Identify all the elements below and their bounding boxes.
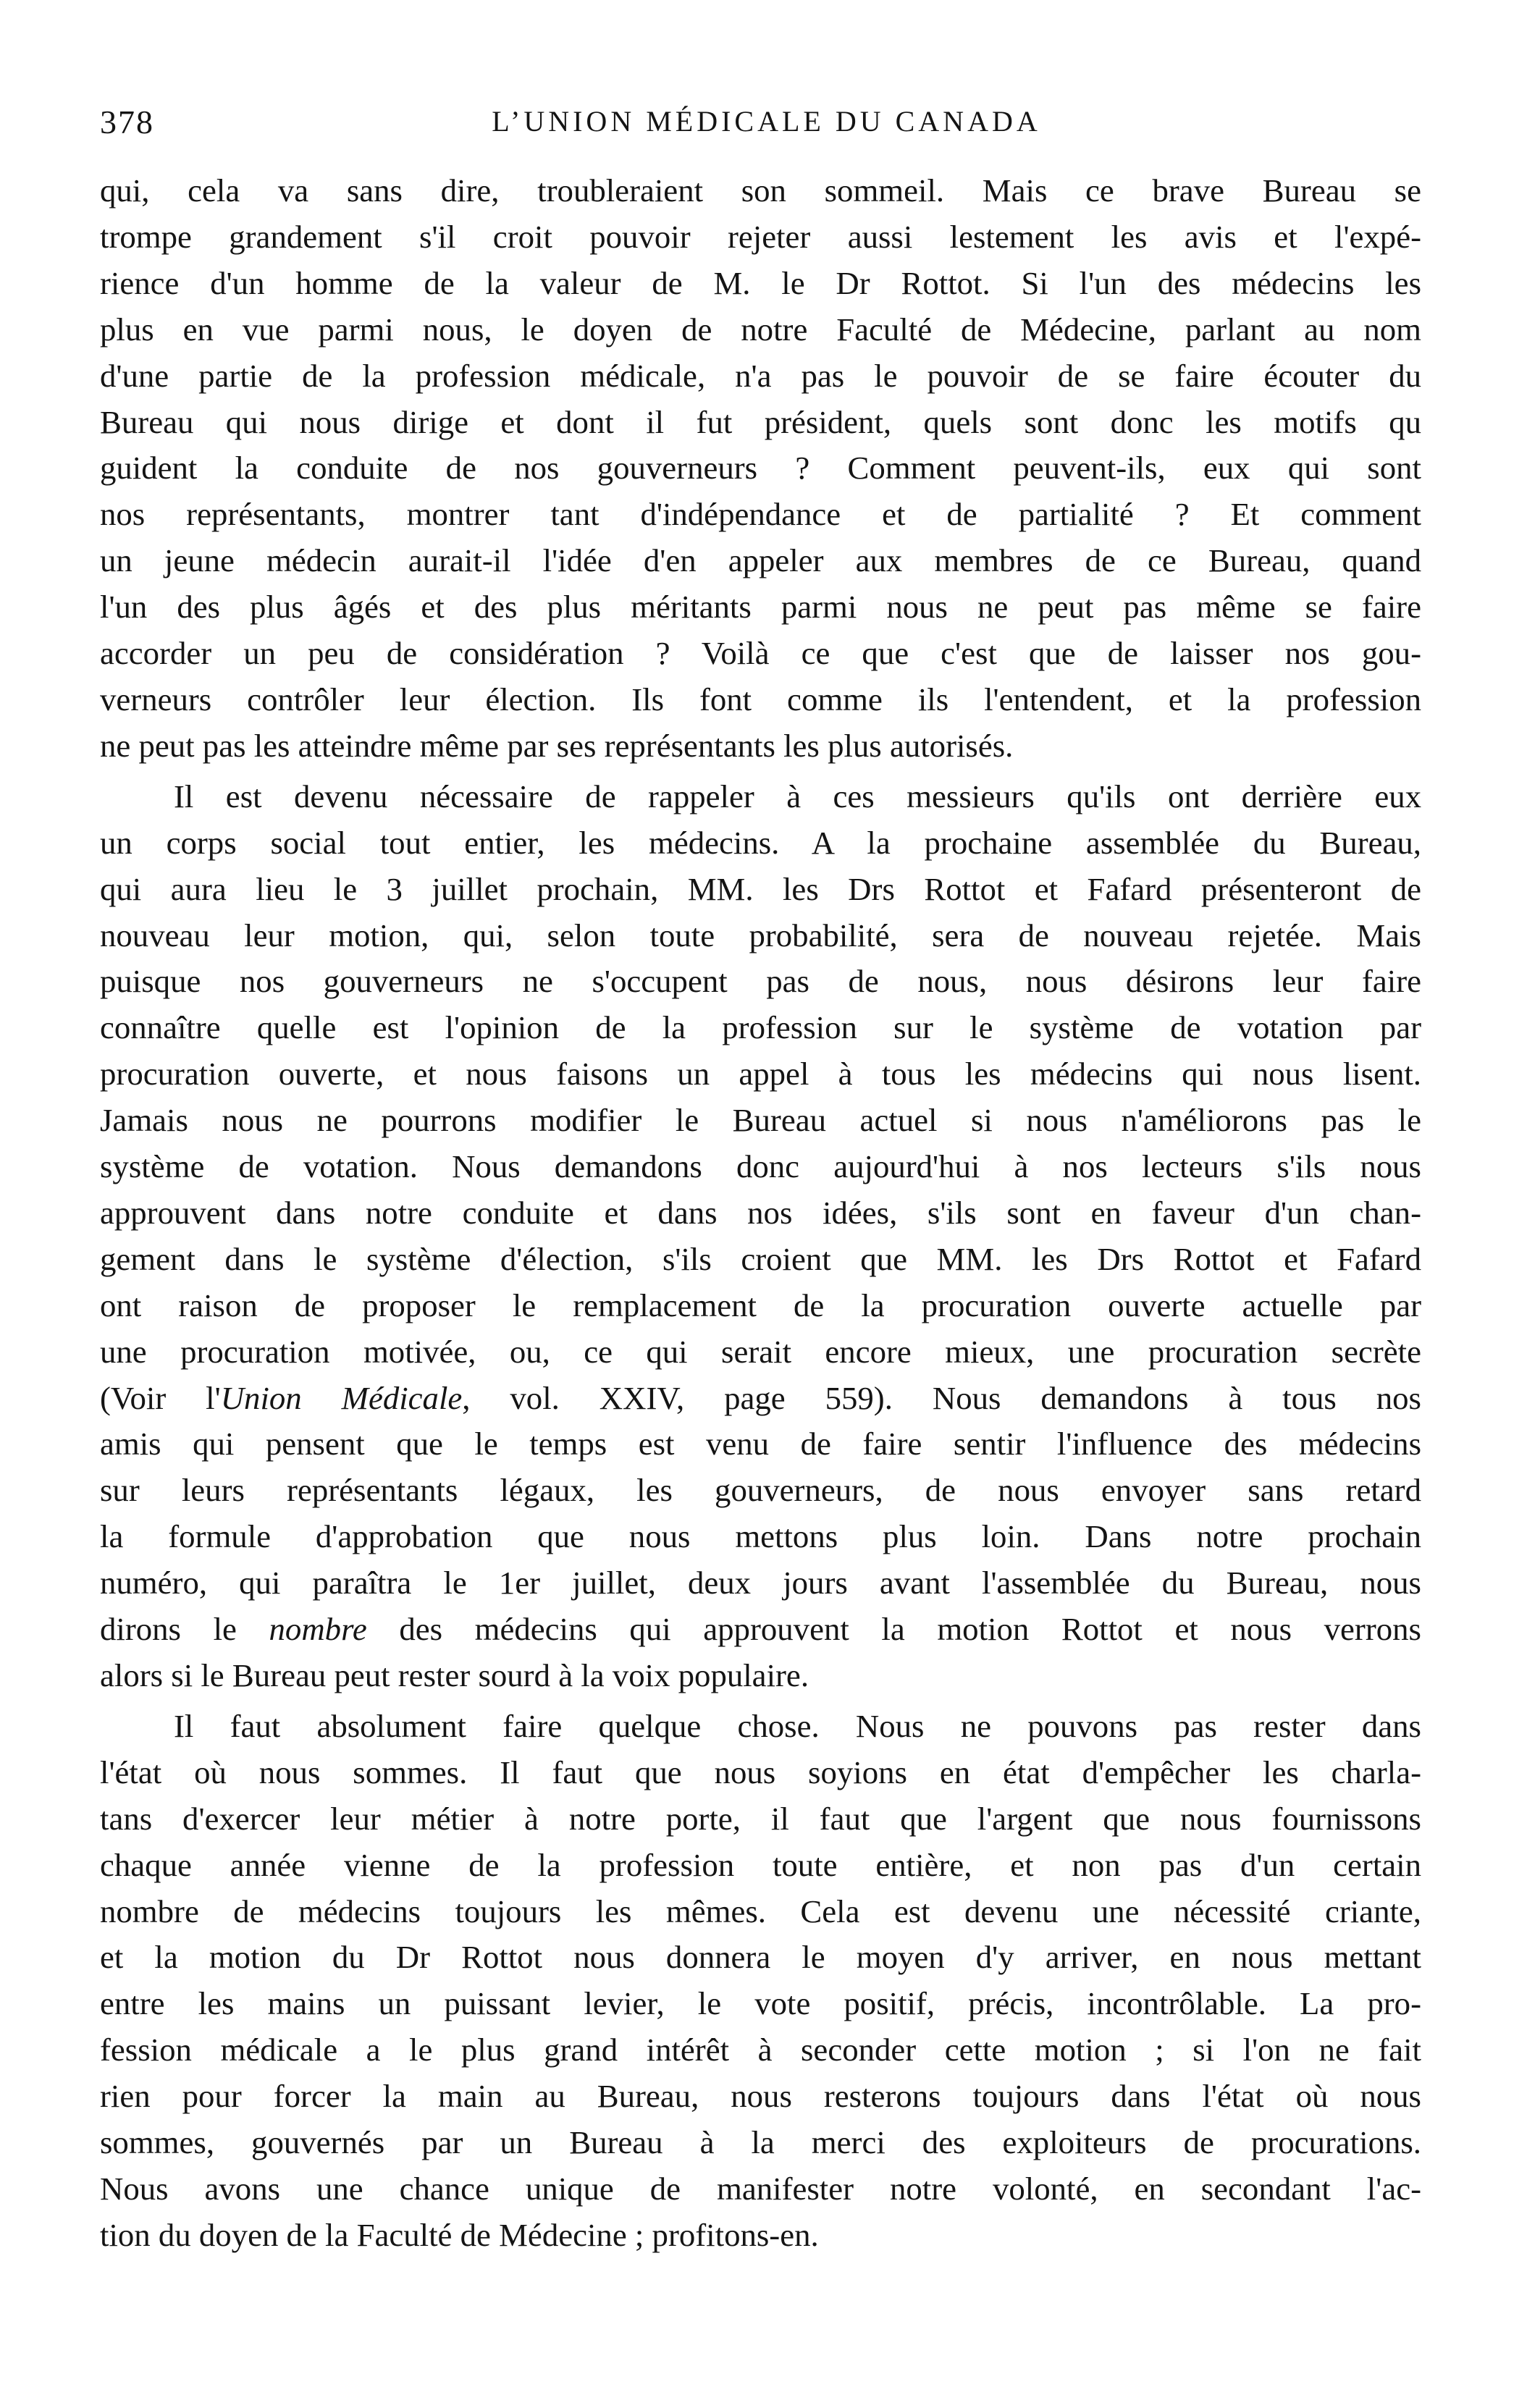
text-fragment: , vol. XXIV, page 559). Nous demandons à tous nos xyxy=(462,1379,1421,1416)
text-line: connaître quelle est l'opinion de la profession sur le système de votation par xyxy=(100,1009,1421,1046)
text-line: guident la conduite de nos gouverneurs ? Comment peuvent-ils, eux qui sont xyxy=(100,450,1421,487)
running-head xyxy=(100,103,1433,146)
text-line: d'une partie de la profession médicale, n'a pas le pouvoir de se faire écouter du xyxy=(100,357,1421,394)
text-line: verneurs contrôler leur élection. Ils font comme ils l'entendent, et la profession xyxy=(100,681,1421,717)
text-line: Jamais nous ne pourrons modifier le Bureau actuel si nous n'améliorons pas le xyxy=(100,1102,1421,1139)
text-line: nouveau leur motion, qui, selon toute probabilité, sera de nouveau rejetée. Mais xyxy=(100,917,1421,953)
text-line: Bureau qui nous dirige et dont il fut président, quels sont donc les motifs qu xyxy=(100,403,1421,440)
page-number: 378 xyxy=(100,104,154,140)
text-line: trompe grandement s'il croit pouvoir rejeter aussi lestement les avis et l'expé- xyxy=(100,218,1421,255)
text-line: fession médicale a le plus grand intérêt à seconder cette motion ; si l'on ne fait xyxy=(100,2032,1421,2068)
text-fragment: des médecins qui approuvent la motion Rottot et nous verrons xyxy=(366,1611,1421,1648)
text-line: rience d'un homme de la valeur de M. le Dr Rottot. Si l'un des médecins les xyxy=(100,264,1421,301)
journal-name-italic: Union Médicale xyxy=(220,1379,463,1416)
text-fragment: dirons le xyxy=(100,1611,269,1648)
text-line: une procuration motivée, ou, ce qui serait encore mieux, une procuration secrète xyxy=(100,1333,1421,1370)
text-line: et la motion du Dr Rottot nous donnera le moyen d'y arriver, en nous mettant xyxy=(100,1939,1421,1976)
text-line: ont raison de proposer le remplacement de la procuration ouverte actuelle par xyxy=(100,1287,1421,1323)
text-line: entre les mains un puissant levier, le vote positif, précis, incontrôlable. La pro- xyxy=(100,1985,1421,2022)
text-fragment: (Voir l' xyxy=(100,1379,221,1416)
text-line: la formule d'approbation que nous mettons plus loin. Dans notre prochain xyxy=(100,1518,1421,1555)
text-line: l'état où nous sommes. Il faut que nous soyions en état d'empêcher les charla- xyxy=(100,1754,1421,1790)
journal-title: L’UNION MÉDICALE DU CANADA xyxy=(492,105,1041,138)
text-line: puisque nos gouverneurs ne s'occupent pas de nous, nous désirons leur faire xyxy=(100,963,1421,1000)
text-line: Il est devenu nécessaire de rappeler à ces messieurs qu'ils ont derrière eux xyxy=(174,778,1421,814)
text-line: nos représentants, montrer tant d'indépendance et de partialité ? Et comment xyxy=(100,496,1421,533)
text-line: numéro, qui paraîtra le 1er juillet, deux jours avant l'assemblée du Bureau, nous xyxy=(100,1565,1421,1601)
text-line: procuration ouverte, et nous faisons un appel à tous les médecins qui nous lisent. xyxy=(100,1056,1421,1093)
text-line-with-citation xyxy=(100,1376,1421,1422)
text-line: nombre de médecins toujours les mêmes. Cela est devenu une nécessité criante, xyxy=(100,1893,1421,1929)
text-line: Nous avons une chance unique de manifester notre volonté, en secondant l'ac- xyxy=(100,2170,1421,2207)
text-line: qui aura lieu le 3 juillet prochain, MM. les Drs Rottot et Fafard présenteront de xyxy=(100,870,1421,907)
text-line: gement dans le système d'élection, s'ils croient que MM. les Drs Rottot et Fafard xyxy=(100,1240,1421,1277)
paragraph-2 xyxy=(100,774,1421,1699)
emphasized-word: nombre xyxy=(269,1611,367,1648)
text-line: amis qui pensent que le temps est venu de faire sentir l'influence des médecins xyxy=(100,1426,1421,1462)
text-line-with-emphasis xyxy=(100,1607,1421,1653)
article-body xyxy=(100,168,1421,2259)
text-line: alors si le Bureau peut rester sourd à la voix populaire. xyxy=(100,1657,809,1693)
text-line: sur leurs représentants légaux, les gouverneurs, de nous envoyer sans retard xyxy=(100,1472,1421,1509)
text-line: rien pour forcer la main au Bureau, nous resterons toujours dans l'état où nous xyxy=(100,2078,1421,2115)
text-line: chaque année vienne de la profession toute entière, et non pas d'un certain xyxy=(100,1846,1421,1883)
text-line: Il faut absolument faire quelque chose. Nous ne pouvons pas rester dans xyxy=(174,1707,1421,1744)
text-line: l'un des plus âgés et des plus méritants parmi nous ne peut pas même se faire xyxy=(100,589,1421,626)
paragraph-1 xyxy=(100,168,1421,770)
text-line: plus en vue parmi nous, le doyen de notre Faculté de Médecine, parlant au nom xyxy=(100,311,1421,348)
text-line: un corps social tout entier, les médecins. A la prochaine assemblée du Bureau, xyxy=(100,824,1421,861)
text-line: tans d'exercer leur métier à notre porte, il faut que l'argent que nous fournissons xyxy=(100,1800,1421,1837)
paragraph-3 xyxy=(100,1704,1421,2259)
text-line: qui, cela va sans dire, troubleraient son sommeil. Mais ce brave Bureau se xyxy=(100,172,1421,209)
text-line: accorder un peu de considération ? Voilà ce que c'est que de laisser nos gou- xyxy=(100,635,1421,672)
text-line: système de votation. Nous demandons donc aujourd'hui à nos lecteurs s'ils nous xyxy=(100,1148,1421,1185)
text-line: tion du doyen de la Faculté de Médecine ; profitons-en. xyxy=(100,2216,819,2253)
text-line: ne peut pas les atteindre même par ses représentants les plus autorisés. xyxy=(100,727,1014,764)
text-line: un jeune médecin aurait-il l'idée d'en appeler aux membres de ce Bureau, quand xyxy=(100,542,1421,579)
text-line: sommes, gouvernés par un Bureau à la merci des exploiteurs de procurations. xyxy=(100,2124,1421,2161)
text-line: approuvent dans notre conduite et dans nos idées, s'ils sont en faveur d'un chan- xyxy=(100,1194,1421,1231)
